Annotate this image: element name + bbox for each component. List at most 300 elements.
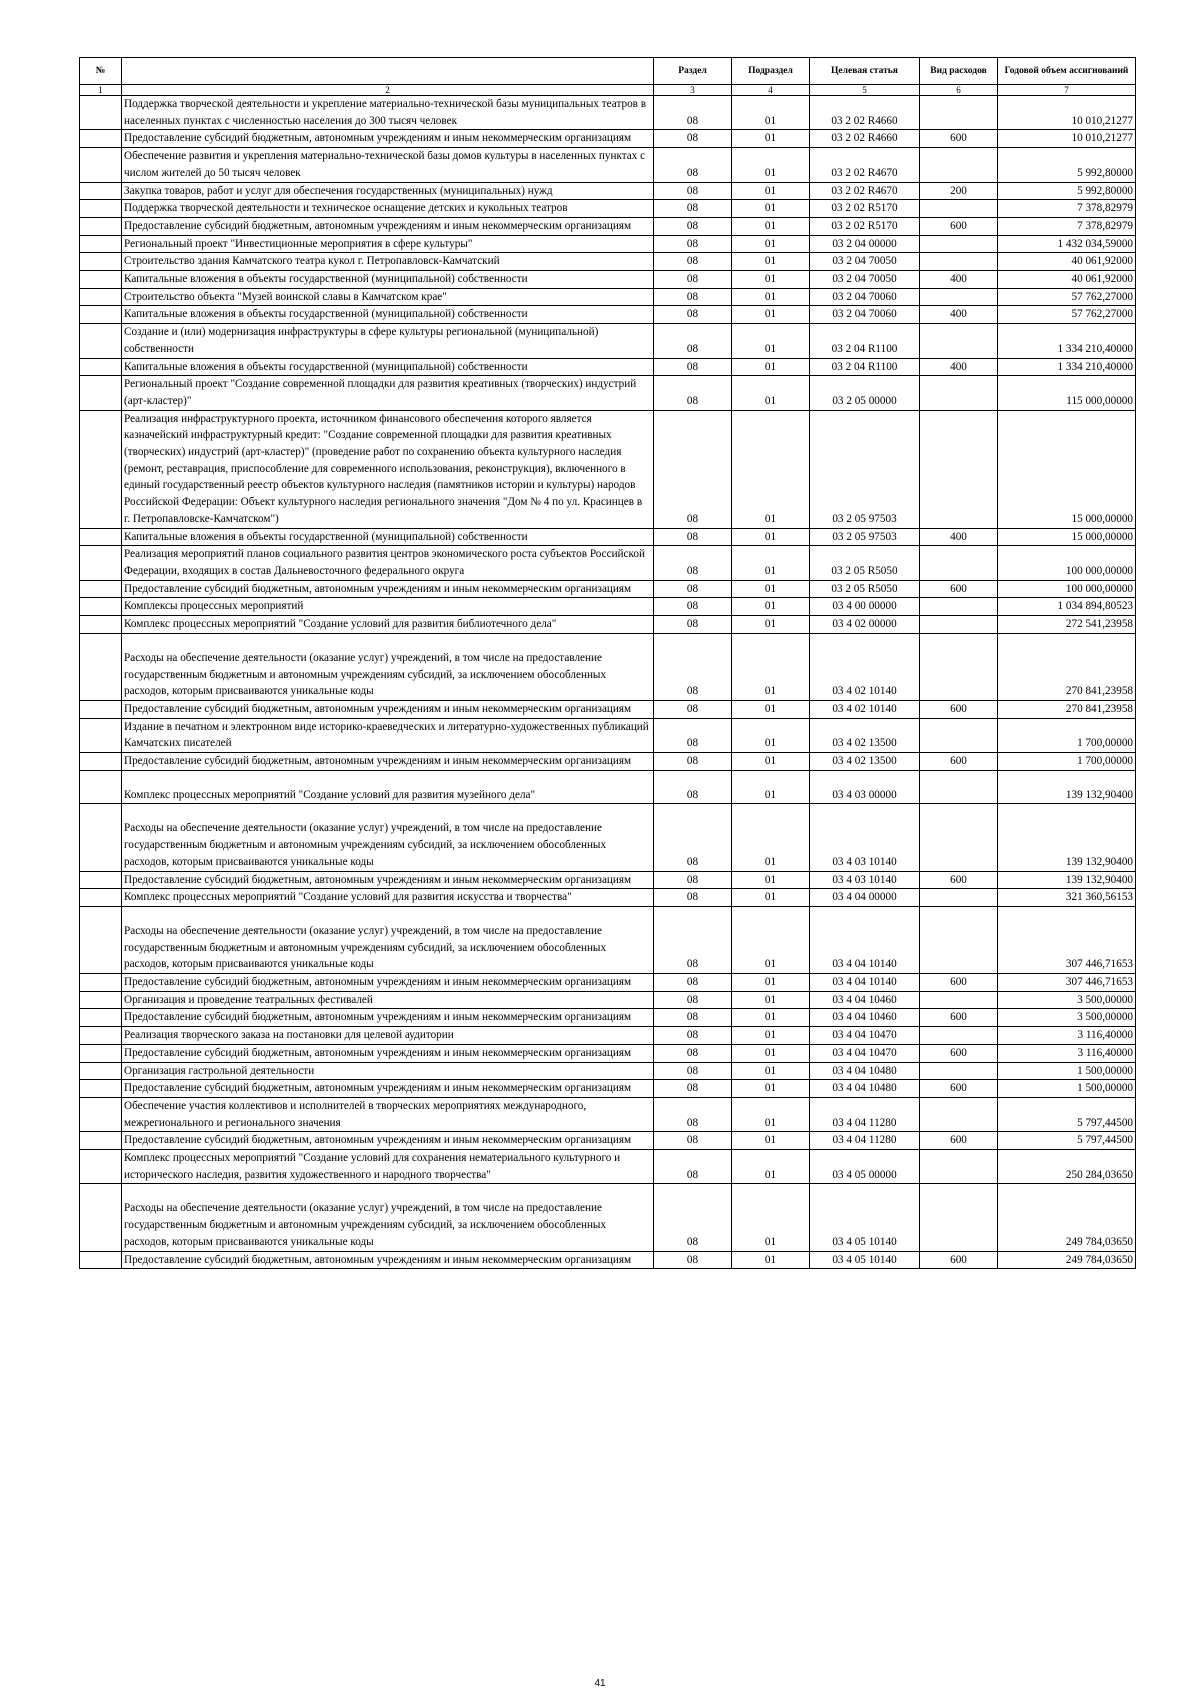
row-number-cell bbox=[80, 753, 122, 771]
item-name-cell: Предоставление субсидий бюджетным, автономным учреждениям и иным некоммерческим организациям bbox=[122, 1132, 654, 1150]
item-name-cell: Предоставление субсидий бюджетным, автономным учреждениям и иным некоммерческим организациям bbox=[122, 871, 654, 889]
table-row bbox=[80, 1251, 1136, 1269]
row-number-cell bbox=[80, 804, 122, 871]
expense-type-cell bbox=[920, 906, 998, 973]
subsection-cell: 01 bbox=[732, 633, 810, 700]
amount-cell: 321 360,56153 bbox=[998, 889, 1136, 907]
column-number: 1 bbox=[80, 85, 122, 96]
row-number-cell bbox=[80, 546, 122, 580]
expense-type-cell bbox=[920, 633, 998, 700]
item-name-cell: Капитальные вложения в объекты государственной (муниципальной) собственности bbox=[122, 306, 654, 324]
row-number-cell bbox=[80, 1184, 122, 1251]
table-row bbox=[80, 1009, 1136, 1027]
target-article-cell: 03 4 04 11280 bbox=[810, 1132, 920, 1150]
item-name-cell: Комплексы процессных мероприятий bbox=[122, 598, 654, 616]
section-cell: 08 bbox=[654, 1027, 732, 1045]
table-row bbox=[80, 1184, 1136, 1251]
target-article-cell: 03 4 04 10460 bbox=[810, 1009, 920, 1027]
amount-cell: 5 992,80000 bbox=[998, 182, 1136, 200]
expense-type-cell: 600 bbox=[920, 1251, 998, 1269]
table-body bbox=[80, 96, 1136, 1269]
target-article-cell: 03 2 02 R5170 bbox=[810, 200, 920, 218]
row-number-cell bbox=[80, 271, 122, 289]
expense-type-cell: 400 bbox=[920, 528, 998, 546]
row-number-cell bbox=[80, 182, 122, 200]
item-name-cell: Обеспечение участия коллективов и исполнителей в творческих мероприятиях международного, межрегионального и регионального значения bbox=[122, 1097, 654, 1131]
section-cell: 08 bbox=[654, 148, 732, 182]
target-article-cell: 03 4 03 10140 bbox=[810, 871, 920, 889]
row-number-cell bbox=[80, 1150, 122, 1184]
subsection-cell: 01 bbox=[732, 974, 810, 992]
row-number-cell bbox=[80, 130, 122, 148]
table-row bbox=[80, 217, 1136, 235]
item-name-cell: Предоставление субсидий бюджетным, автономным учреждениям и иным некоммерческим организациям bbox=[122, 1251, 654, 1269]
row-number-cell bbox=[80, 528, 122, 546]
amount-cell: 272 541,23958 bbox=[998, 616, 1136, 634]
item-name-cell: Комплекс процессных мероприятий "Создание условий для развития искусства и творчества" bbox=[122, 889, 654, 907]
target-article-cell: 03 2 05 97503 bbox=[810, 528, 920, 546]
table-row bbox=[80, 889, 1136, 907]
table-row bbox=[80, 1150, 1136, 1184]
expense-type-cell bbox=[920, 1062, 998, 1080]
target-article-cell: 03 4 03 00000 bbox=[810, 770, 920, 804]
item-name-cell: Организация гастрольной деятельности bbox=[122, 1062, 654, 1080]
row-number-cell bbox=[80, 358, 122, 376]
target-article-cell: 03 2 04 70060 bbox=[810, 288, 920, 306]
expense-type-cell bbox=[920, 546, 998, 580]
table-row bbox=[80, 598, 1136, 616]
amount-cell: 15 000,00000 bbox=[998, 528, 1136, 546]
table-row bbox=[80, 148, 1136, 182]
amount-cell: 139 132,90400 bbox=[998, 804, 1136, 871]
row-number-cell bbox=[80, 906, 122, 973]
item-name-cell: Реализация мероприятий планов социального развития центров экономического роста субъектов Российской Федерации, входящих в состав Дальневосточного федерального округа bbox=[122, 546, 654, 580]
subsection-cell: 01 bbox=[732, 700, 810, 718]
table-row bbox=[80, 288, 1136, 306]
item-name-cell: Расходы на обеспечение деятельности (оказание услуг) учреждений, в том числе на предоставление государственным бюджетным и автономным учреждениям субсидий, за исключением обособленных расходов, которым присваиваются уникальные коды bbox=[122, 633, 654, 700]
item-name-cell: Строительство здания Камчатского театра кукол г. Петропавловск-Камчатский bbox=[122, 253, 654, 271]
item-name-cell: Издание в печатном и электронном виде историко-краеведческих и литературно-художественных публикаций Камчатских писателей bbox=[122, 718, 654, 752]
column-number: 5 bbox=[810, 85, 920, 96]
amount-cell: 5 797,44500 bbox=[998, 1097, 1136, 1131]
item-name-cell: Капитальные вложения в объекты государственной (муниципальной) собственности bbox=[122, 271, 654, 289]
section-cell: 08 bbox=[654, 598, 732, 616]
subsection-cell: 01 bbox=[732, 306, 810, 324]
item-name-cell: Расходы на обеспечение деятельности (оказание услуг) учреждений, в том числе на предоставление государственным бюджетным и автономным учреждениям субсидий, за исключением обособленных расходов, которым присваиваются уникальные коды bbox=[122, 1184, 654, 1251]
amount-cell: 5 992,80000 bbox=[998, 148, 1136, 182]
target-article-cell: 03 2 02 R4660 bbox=[810, 130, 920, 148]
subsection-cell: 01 bbox=[732, 770, 810, 804]
subsection-cell: 01 bbox=[732, 182, 810, 200]
section-cell: 08 bbox=[654, 906, 732, 973]
amount-cell: 307 446,71653 bbox=[998, 974, 1136, 992]
expense-type-cell bbox=[920, 616, 998, 634]
table-row bbox=[80, 410, 1136, 528]
column-number: 6 bbox=[920, 85, 998, 96]
table-row bbox=[80, 358, 1136, 376]
item-name-cell: Организация и проведение театральных фестивалей bbox=[122, 991, 654, 1009]
table-row bbox=[80, 580, 1136, 598]
expense-type-cell: 600 bbox=[920, 1044, 998, 1062]
table-row bbox=[80, 718, 1136, 752]
amount-cell: 40 061,92000 bbox=[998, 253, 1136, 271]
subsection-cell: 01 bbox=[732, 616, 810, 634]
amount-cell: 10 010,21277 bbox=[998, 130, 1136, 148]
row-number-cell bbox=[80, 253, 122, 271]
expense-type-cell: 600 bbox=[920, 1132, 998, 1150]
subsection-cell: 01 bbox=[732, 1184, 810, 1251]
section-cell: 08 bbox=[654, 306, 732, 324]
amount-cell: 57 762,27000 bbox=[998, 288, 1136, 306]
section-cell: 08 bbox=[654, 130, 732, 148]
item-name-cell: Предоставление субсидий бюджетным, автономным учреждениям и иным некоммерческим организациям bbox=[122, 1080, 654, 1098]
row-number-cell bbox=[80, 1097, 122, 1131]
item-name-cell: Строительство объекта "Музей воинской славы в Камчатском крае" bbox=[122, 288, 654, 306]
subsection-cell: 01 bbox=[732, 753, 810, 771]
subsection-cell: 01 bbox=[732, 871, 810, 889]
row-number-cell bbox=[80, 306, 122, 324]
amount-cell: 1 500,00000 bbox=[998, 1080, 1136, 1098]
section-cell: 08 bbox=[654, 1132, 732, 1150]
amount-cell: 250 284,03650 bbox=[998, 1150, 1136, 1184]
column-number: 3 bbox=[654, 85, 732, 96]
row-number-cell bbox=[80, 235, 122, 253]
subsection-cell: 01 bbox=[732, 1027, 810, 1045]
expense-type-cell: 600 bbox=[920, 1080, 998, 1098]
expense-type-cell bbox=[920, 253, 998, 271]
subsection-cell: 01 bbox=[732, 148, 810, 182]
table-row bbox=[80, 991, 1136, 1009]
amount-cell: 1 500,00000 bbox=[998, 1062, 1136, 1080]
table-row bbox=[80, 324, 1136, 358]
subsection-cell: 01 bbox=[732, 598, 810, 616]
target-article-cell: 03 4 04 10460 bbox=[810, 991, 920, 1009]
expense-type-cell bbox=[920, 598, 998, 616]
target-article-cell: 03 4 04 10140 bbox=[810, 906, 920, 973]
item-name-cell: Закупка товаров, работ и услуг для обеспечения государственных (муниципальных) нужд bbox=[122, 182, 654, 200]
amount-cell: 1 700,00000 bbox=[998, 718, 1136, 752]
table-row bbox=[80, 376, 1136, 410]
item-name-cell: Предоставление субсидий бюджетным, автономным учреждениям и иным некоммерческим организациям bbox=[122, 217, 654, 235]
item-name-cell: Реализация инфраструктурного проекта, источником финансового обеспечения которого является казначейский инфраструктурный кредит: "Создание современной площадки для развития креативных (творческих) индустрий (арт-кластер)" (проведение работ по сохранению объекта культурного наследия (ремонт, реставрация, приспособление для современного использования, реконструкция), включенного в единый государственный реестр объектов культурного наследия (памятников истории и культуры) народов Российской Федерации: Объект культурного наследия регионального значения "Дом № 4 по ул. Красинцев в г. Петропавловске-Камчатском") bbox=[122, 410, 654, 528]
target-article-cell: 03 4 05 10140 bbox=[810, 1184, 920, 1251]
amount-cell: 40 061,92000 bbox=[998, 271, 1136, 289]
subsection-cell: 01 bbox=[732, 1132, 810, 1150]
row-number-cell bbox=[80, 1062, 122, 1080]
section-cell: 08 bbox=[654, 546, 732, 580]
table-row bbox=[80, 804, 1136, 871]
amount-cell: 270 841,23958 bbox=[998, 633, 1136, 700]
expense-type-cell bbox=[920, 1097, 998, 1131]
item-name-cell: Обеспечение развития и укрепления материально-технической базы домов культуры в населенных пунктах с числом жителей до 50 тысяч человек bbox=[122, 148, 654, 182]
expense-type-cell: 400 bbox=[920, 358, 998, 376]
expense-type-cell bbox=[920, 1184, 998, 1251]
table-row bbox=[80, 616, 1136, 634]
subsection-cell: 01 bbox=[732, 96, 810, 130]
section-cell: 08 bbox=[654, 718, 732, 752]
subsection-cell: 01 bbox=[732, 200, 810, 218]
table-row bbox=[80, 1044, 1136, 1062]
target-article-cell: 03 4 00 00000 bbox=[810, 598, 920, 616]
section-cell: 08 bbox=[654, 991, 732, 1009]
table-row bbox=[80, 700, 1136, 718]
header-expense-type: Вид расходов bbox=[920, 58, 998, 85]
subsection-cell: 01 bbox=[732, 718, 810, 752]
amount-cell: 3 116,40000 bbox=[998, 1027, 1136, 1045]
expense-type-cell: 600 bbox=[920, 1009, 998, 1027]
amount-cell: 10 010,21277 bbox=[998, 96, 1136, 130]
amount-cell: 1 432 034,59000 bbox=[998, 235, 1136, 253]
target-article-cell: 03 2 02 R4670 bbox=[810, 182, 920, 200]
row-number-cell bbox=[80, 288, 122, 306]
section-cell: 08 bbox=[654, 616, 732, 634]
expense-type-cell bbox=[920, 770, 998, 804]
subsection-cell: 01 bbox=[732, 1062, 810, 1080]
item-name-cell: Предоставление субсидий бюджетным, автономным учреждениям и иным некоммерческим организациям bbox=[122, 753, 654, 771]
section-cell: 08 bbox=[654, 753, 732, 771]
table-row bbox=[80, 96, 1136, 130]
table-row bbox=[80, 1027, 1136, 1045]
item-name-cell: Предоставление субсидий бюджетным, автономным учреждениям и иным некоммерческим организациям bbox=[122, 580, 654, 598]
target-article-cell: 03 4 04 00000 bbox=[810, 889, 920, 907]
expense-type-cell bbox=[920, 288, 998, 306]
column-number-row bbox=[80, 85, 1136, 96]
item-name-cell: Капитальные вложения в объекты государственной (муниципальной) собственности bbox=[122, 528, 654, 546]
section-cell: 08 bbox=[654, 358, 732, 376]
section-cell: 08 bbox=[654, 1097, 732, 1131]
table-row bbox=[80, 1132, 1136, 1150]
row-number-cell bbox=[80, 376, 122, 410]
amount-cell: 5 797,44500 bbox=[998, 1132, 1136, 1150]
row-number-cell bbox=[80, 580, 122, 598]
table-row bbox=[80, 528, 1136, 546]
amount-cell: 7 378,82979 bbox=[998, 217, 1136, 235]
table-row bbox=[80, 770, 1136, 804]
item-name-cell: Расходы на обеспечение деятельности (оказание услуг) учреждений, в том числе на предоставление государственным бюджетным и автономным учреждениям субсидий, за исключением обособленных расходов, которым присваиваются уникальные коды bbox=[122, 906, 654, 973]
target-article-cell: 03 2 04 70060 bbox=[810, 306, 920, 324]
header-row bbox=[80, 58, 1136, 85]
target-article-cell: 03 2 04 70050 bbox=[810, 271, 920, 289]
target-article-cell: 03 2 05 97503 bbox=[810, 410, 920, 528]
row-number-cell bbox=[80, 217, 122, 235]
section-cell: 08 bbox=[654, 1184, 732, 1251]
subsection-cell: 01 bbox=[732, 906, 810, 973]
table-row bbox=[80, 974, 1136, 992]
expense-type-cell: 600 bbox=[920, 974, 998, 992]
expense-type-cell bbox=[920, 235, 998, 253]
row-number-cell bbox=[80, 96, 122, 130]
table-row bbox=[80, 235, 1136, 253]
table-row bbox=[80, 253, 1136, 271]
section-cell: 08 bbox=[654, 1150, 732, 1184]
amount-cell: 7 378,82979 bbox=[998, 200, 1136, 218]
subsection-cell: 01 bbox=[732, 288, 810, 306]
item-name-cell: Комплекс процессных мероприятий "Создание условий для развития музейного дела" bbox=[122, 770, 654, 804]
table-row bbox=[80, 271, 1136, 289]
row-number-cell bbox=[80, 770, 122, 804]
section-cell: 08 bbox=[654, 889, 732, 907]
section-cell: 08 bbox=[654, 633, 732, 700]
amount-cell: 115 000,00000 bbox=[998, 376, 1136, 410]
amount-cell: 3 500,00000 bbox=[998, 991, 1136, 1009]
target-article-cell: 03 4 02 10140 bbox=[810, 700, 920, 718]
expense-type-cell bbox=[920, 148, 998, 182]
target-article-cell: 03 2 02 R4660 bbox=[810, 96, 920, 130]
amount-cell: 249 784,03650 bbox=[998, 1184, 1136, 1251]
row-number-cell bbox=[80, 1251, 122, 1269]
table-row bbox=[80, 306, 1136, 324]
subsection-cell: 01 bbox=[732, 528, 810, 546]
target-article-cell: 03 2 02 R4670 bbox=[810, 148, 920, 182]
amount-cell: 3 116,40000 bbox=[998, 1044, 1136, 1062]
target-article-cell: 03 4 02 00000 bbox=[810, 616, 920, 634]
subsection-cell: 01 bbox=[732, 546, 810, 580]
expense-type-cell bbox=[920, 804, 998, 871]
target-article-cell: 03 4 04 10470 bbox=[810, 1027, 920, 1045]
header-section: Раздел bbox=[654, 58, 732, 85]
target-article-cell: 03 2 04 R1100 bbox=[810, 324, 920, 358]
row-number-cell bbox=[80, 889, 122, 907]
subsection-cell: 01 bbox=[732, 217, 810, 235]
item-name-cell: Комплекс процессных мероприятий "Создание условий для развития библиотечного дела" bbox=[122, 616, 654, 634]
row-number-cell bbox=[80, 616, 122, 634]
expense-type-cell bbox=[920, 991, 998, 1009]
expense-type-cell: 200 bbox=[920, 182, 998, 200]
item-name-cell: Создание и (или) модернизация инфраструктуры в сфере культуры региональной (муниципальной) собственности bbox=[122, 324, 654, 358]
item-name-cell: Поддержка творческой деятельности и техническое оснащение детских и кукольных театров bbox=[122, 200, 654, 218]
section-cell: 08 bbox=[654, 700, 732, 718]
column-number: 7 bbox=[998, 85, 1136, 96]
section-cell: 08 bbox=[654, 410, 732, 528]
amount-cell: 100 000,00000 bbox=[998, 546, 1136, 580]
expense-type-cell: 600 bbox=[920, 130, 998, 148]
target-article-cell: 03 2 04 R1100 bbox=[810, 358, 920, 376]
item-name-cell: Предоставление субсидий бюджетным, автономным учреждениям и иным некоммерческим организациям bbox=[122, 700, 654, 718]
target-article-cell: 03 4 05 00000 bbox=[810, 1150, 920, 1184]
row-number-cell bbox=[80, 410, 122, 528]
subsection-cell: 01 bbox=[732, 804, 810, 871]
target-article-cell: 03 2 04 70050 bbox=[810, 253, 920, 271]
subsection-cell: 01 bbox=[732, 324, 810, 358]
section-cell: 08 bbox=[654, 324, 732, 358]
item-name-cell: Расходы на обеспечение деятельности (оказание услуг) учреждений, в том числе на предоставление государственным бюджетным и автономным учреждениям субсидий, за исключением обособленных расходов, которым присваиваются уникальные коды bbox=[122, 804, 654, 871]
header-subsection: Подраздел bbox=[732, 58, 810, 85]
row-number-cell bbox=[80, 633, 122, 700]
amount-cell: 139 132,90400 bbox=[998, 871, 1136, 889]
section-cell: 08 bbox=[654, 217, 732, 235]
target-article-cell: 03 2 05 R5050 bbox=[810, 580, 920, 598]
target-article-cell: 03 4 02 13500 bbox=[810, 718, 920, 752]
amount-cell: 57 762,27000 bbox=[998, 306, 1136, 324]
section-cell: 08 bbox=[654, 974, 732, 992]
subsection-cell: 01 bbox=[732, 235, 810, 253]
row-number-cell bbox=[80, 1044, 122, 1062]
section-cell: 08 bbox=[654, 1062, 732, 1080]
target-article-cell: 03 2 02 R5170 bbox=[810, 217, 920, 235]
budget-table bbox=[79, 57, 1136, 1269]
expense-type-cell bbox=[920, 1150, 998, 1184]
expense-type-cell: 600 bbox=[920, 580, 998, 598]
row-number-cell bbox=[80, 1132, 122, 1150]
row-number-cell bbox=[80, 991, 122, 1009]
section-cell: 08 bbox=[654, 376, 732, 410]
section-cell: 08 bbox=[654, 235, 732, 253]
table-row bbox=[80, 1062, 1136, 1080]
column-number: 2 bbox=[122, 85, 654, 96]
target-article-cell: 03 2 05 R5050 bbox=[810, 546, 920, 580]
item-name-cell: Предоставление субсидий бюджетным, автономным учреждениям и иным некоммерческим организациям bbox=[122, 1009, 654, 1027]
row-number-cell bbox=[80, 974, 122, 992]
subsection-cell: 01 bbox=[732, 1150, 810, 1184]
target-article-cell: 03 2 05 00000 bbox=[810, 376, 920, 410]
target-article-cell: 03 4 04 10140 bbox=[810, 974, 920, 992]
section-cell: 08 bbox=[654, 770, 732, 804]
section-cell: 08 bbox=[654, 253, 732, 271]
subsection-cell: 01 bbox=[732, 1044, 810, 1062]
expense-type-cell bbox=[920, 376, 998, 410]
subsection-cell: 01 bbox=[732, 253, 810, 271]
target-article-cell: 03 4 02 13500 bbox=[810, 753, 920, 771]
row-number-cell bbox=[80, 598, 122, 616]
expense-type-cell bbox=[920, 1027, 998, 1045]
section-cell: 08 bbox=[654, 1044, 732, 1062]
item-name-cell: Предоставление субсидий бюджетным, автономным учреждениям и иным некоммерческим организациям bbox=[122, 1044, 654, 1062]
table-row bbox=[80, 200, 1136, 218]
expense-type-cell: 600 bbox=[920, 753, 998, 771]
table-row bbox=[80, 1097, 1136, 1131]
table-row bbox=[80, 906, 1136, 973]
section-cell: 08 bbox=[654, 200, 732, 218]
item-name-cell: Региональный проект "Создание современной площадки для развития креативных (творческих) индустрий (арт-кластер)" bbox=[122, 376, 654, 410]
subsection-cell: 01 bbox=[732, 1097, 810, 1131]
table-row bbox=[80, 871, 1136, 889]
table-row bbox=[80, 130, 1136, 148]
header-number: № bbox=[80, 58, 122, 85]
expense-type-cell: 600 bbox=[920, 871, 998, 889]
page-number: 41 bbox=[594, 1678, 606, 1689]
amount-cell: 3 500,00000 bbox=[998, 1009, 1136, 1027]
table-row bbox=[80, 753, 1136, 771]
item-name-cell: Предоставление субсидий бюджетным, автономным учреждениям и иным некоммерческим организациям bbox=[122, 974, 654, 992]
row-number-cell bbox=[80, 871, 122, 889]
section-cell: 08 bbox=[654, 1080, 732, 1098]
subsection-cell: 01 bbox=[732, 991, 810, 1009]
column-number: 4 bbox=[732, 85, 810, 96]
subsection-cell: 01 bbox=[732, 580, 810, 598]
expense-type-cell bbox=[920, 889, 998, 907]
row-number-cell bbox=[80, 718, 122, 752]
row-number-cell bbox=[80, 1009, 122, 1027]
item-name-cell: Региональный проект "Инвестиционные мероприятия в сфере культуры" bbox=[122, 235, 654, 253]
expense-type-cell bbox=[920, 200, 998, 218]
amount-cell: 1 700,00000 bbox=[998, 753, 1136, 771]
target-article-cell: 03 4 05 10140 bbox=[810, 1251, 920, 1269]
target-article-cell: 03 4 04 10480 bbox=[810, 1080, 920, 1098]
item-name-cell: Комплекс процессных мероприятий "Создание условий для сохранения нематериального культурного и исторического наследия, развития художественного и народного творчества" bbox=[122, 1150, 654, 1184]
amount-cell: 270 841,23958 bbox=[998, 700, 1136, 718]
amount-cell: 249 784,03650 bbox=[998, 1251, 1136, 1269]
target-article-cell: 03 4 03 10140 bbox=[810, 804, 920, 871]
section-cell: 08 bbox=[654, 871, 732, 889]
section-cell: 08 bbox=[654, 1009, 732, 1027]
target-article-cell: 03 4 04 11280 bbox=[810, 1097, 920, 1131]
table-header bbox=[80, 58, 1136, 96]
row-number-cell bbox=[80, 324, 122, 358]
amount-cell: 100 000,00000 bbox=[998, 580, 1136, 598]
item-name-cell: Предоставление субсидий бюджетным, автономным учреждениям и иным некоммерческим организациям bbox=[122, 130, 654, 148]
header-name bbox=[122, 58, 654, 85]
amount-cell: 1 034 894,80523 bbox=[998, 598, 1136, 616]
